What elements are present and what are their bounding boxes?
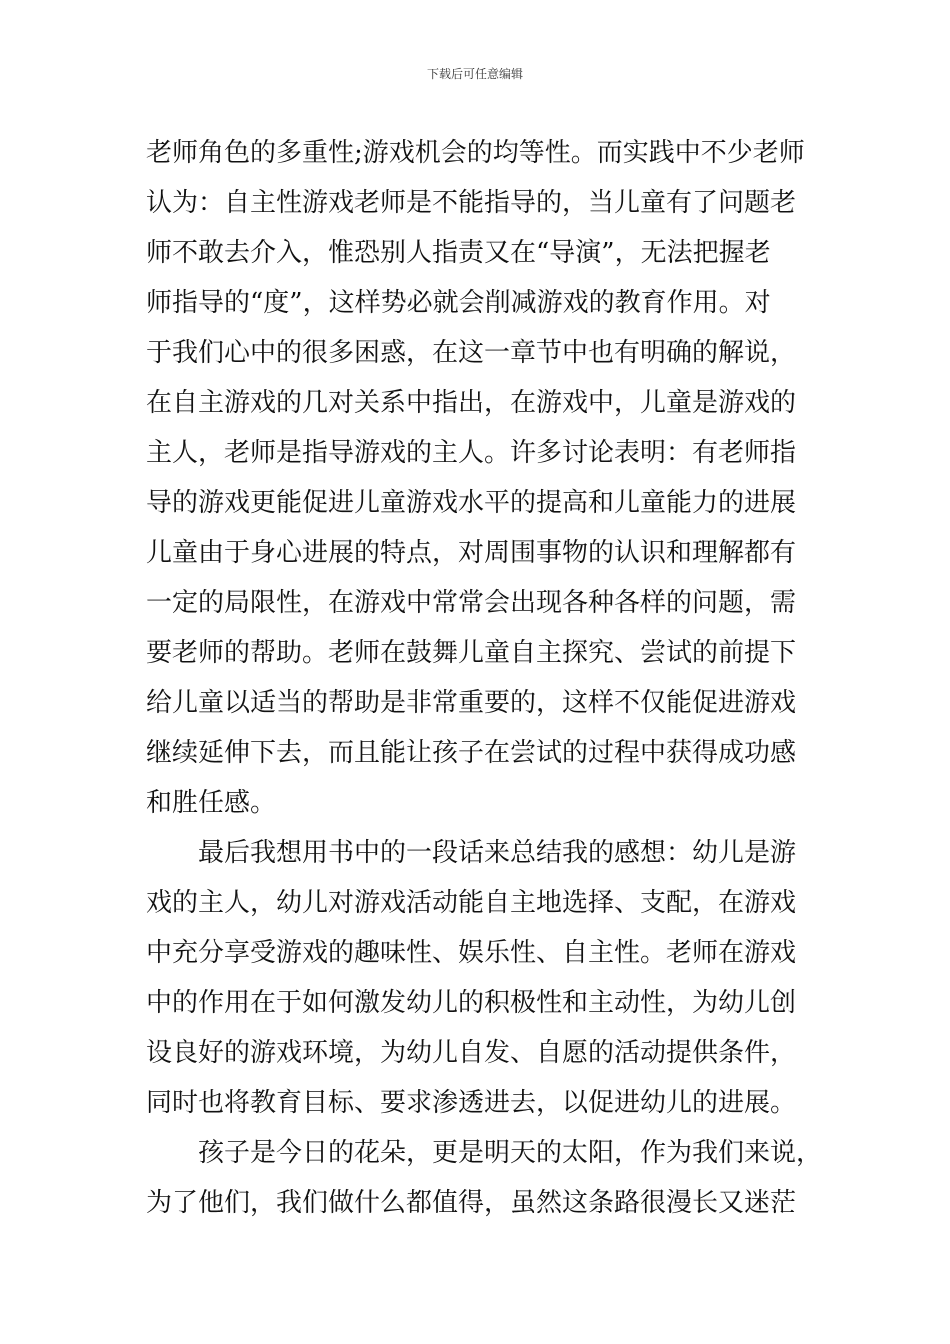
text-line: 要老师的帮助。老师在鼓舞儿童自主探究、尝试的前提下 [146, 638, 797, 668]
text-line: 给儿童以适当的帮助是非常重要的，这样不仅能促进游戏 [146, 688, 797, 718]
text-line: 继续延伸下去，而且能让孩子在尝试的过程中获得成功感 [146, 738, 797, 768]
text-line: 于我们心中的很多困惑，在这一章节中也有明确的解说， [146, 338, 797, 368]
text-line: 在自主游戏的几对关系中指出，在游戏中，儿童是游戏的 [146, 388, 797, 418]
text-line: 老师角色的多重性;游戏机会的均等性。而实践中不少老师 [146, 138, 805, 168]
text-line: 师不敢去介入，惟恐别人指责又在“导演”，无法把握老 [146, 238, 771, 268]
text-line: 同时也将教育目标、要求渗透进去，以促进幼儿的进展。 [146, 1088, 797, 1118]
text-line: 认为：自主性游戏老师是不能指导的，当儿童有了问题老 [146, 188, 797, 218]
body-text [146, 128, 834, 1228]
text-line: 中充分享受游戏的趣味性、娱乐性、自主性。老师在游戏 [146, 938, 797, 968]
text-line: 设良好的游戏环境，为幼儿自发、自愿的活动提供条件， [146, 1038, 797, 1068]
text-line: 孩子是今日的花朵，更是明天的太阳，作为我们来说， [146, 1138, 823, 1168]
text-line: 主人，老师是指导游戏的主人。许多讨论表明：有老师指 [146, 438, 797, 468]
text-line: 和胜任感。 [146, 788, 277, 818]
text-line: 儿童由于身心进展的特点，对周围事物的认识和理解都有 [146, 538, 797, 568]
text-line: 师指导的“度”，这样势必就会削减游戏的教育作用。对 [146, 288, 771, 318]
text-line: 一定的局限性，在游戏中常常会出现各种各样的问题，需 [146, 588, 797, 618]
text-line: 中的作用在于如何激发幼儿的积极性和主动性，为幼儿创 [146, 988, 797, 1018]
page-header: 下载后可任意编辑 [426, 67, 523, 81]
text-line: 最后我想用书中的一段话来总结我的感想：幼儿是游 [146, 838, 797, 868]
text-line: 戏的主人，幼儿对游戏活动能自主地选择、支配，在游戏 [146, 888, 797, 918]
text-line: 导的游戏更能促进儿童游戏水平的提高和儿童能力的进展 [146, 488, 797, 518]
text-line: 为了他们，我们做什么都值得，虽然这条路很漫长又迷茫 [146, 1188, 797, 1218]
